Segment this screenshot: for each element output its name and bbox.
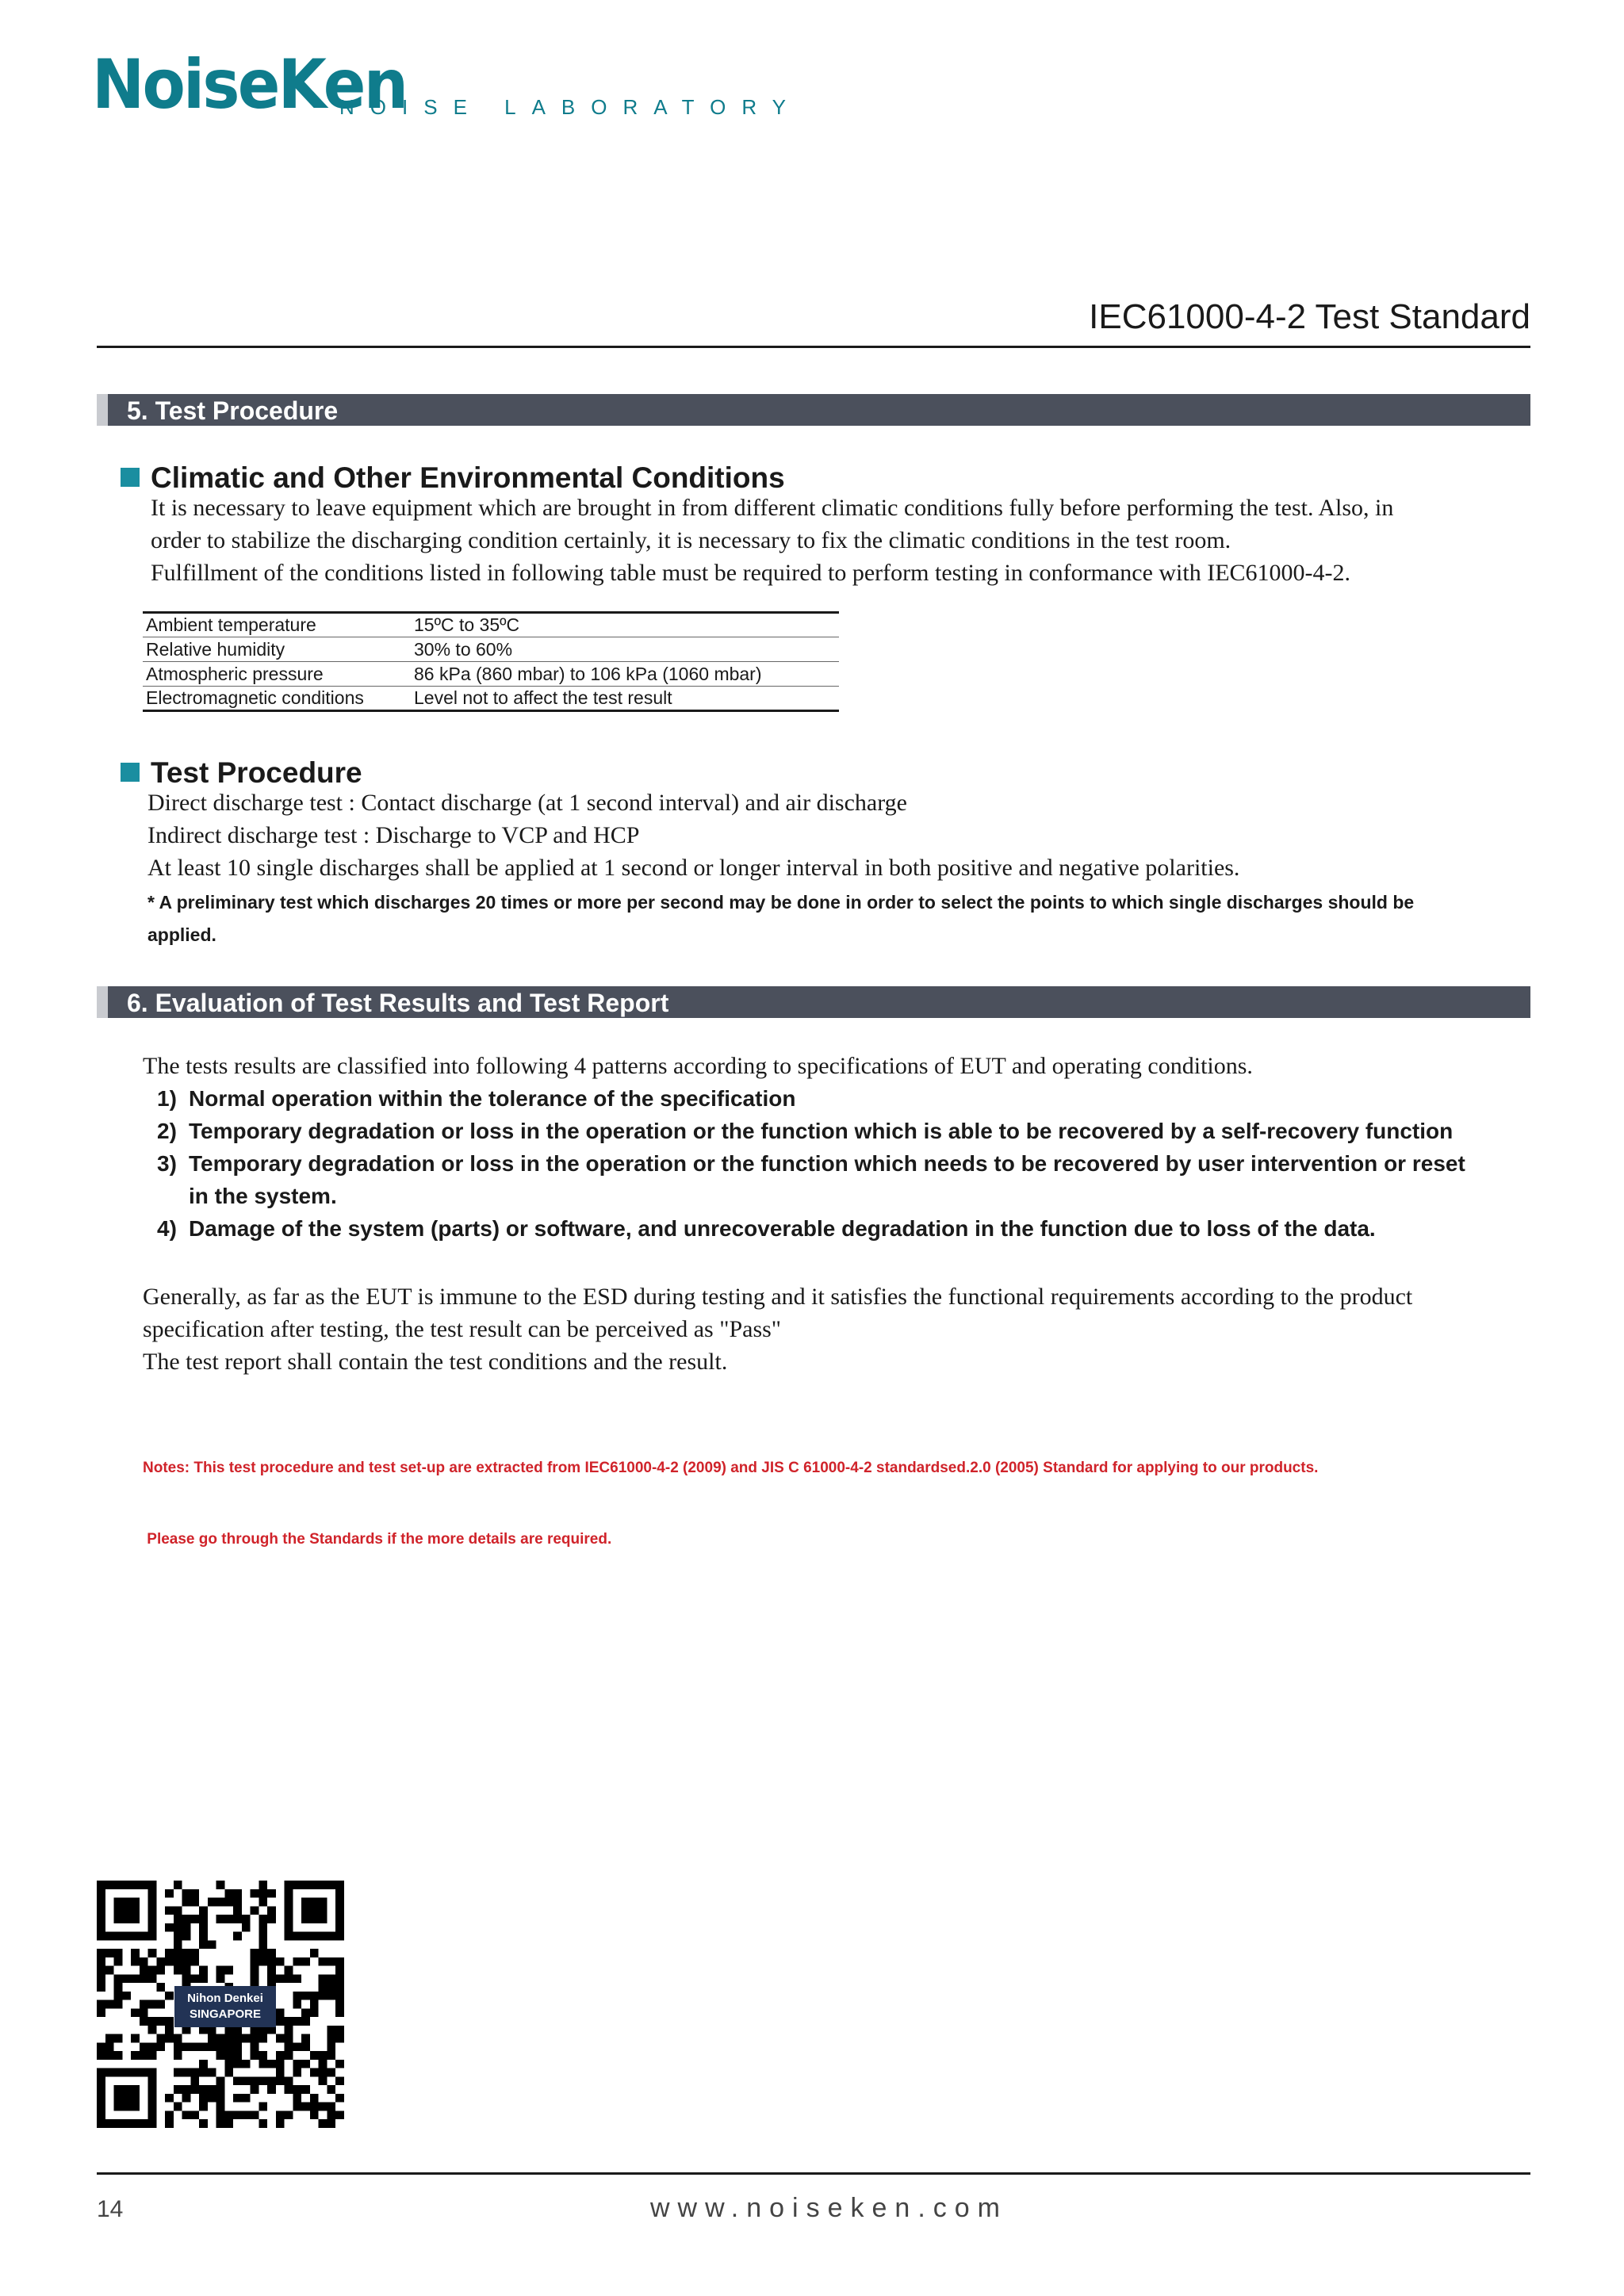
condition-value: 86 kPa (860 mbar) to 106 kPa (1060 mbar)	[411, 662, 839, 687]
condition-value: 30% to 60%	[411, 637, 839, 662]
footnote-line-1: * A preliminary test which discharges 20 times or more per second may be done in order to select the points to which single discharges should be	[147, 892, 1415, 913]
section-6-header	[97, 986, 1530, 1018]
list-number: 3)	[157, 1151, 177, 1176]
document-title: IEC61000-4-2 Test Standard	[1089, 297, 1530, 336]
list-item	[157, 1212, 1521, 1245]
condition-label: Ambient temperature	[143, 613, 411, 637]
section-5-header	[97, 394, 1530, 426]
procedure-line-3: At least 10 single discharges shall be applied at 1 second or longer interval in both positive and negative polarities.	[147, 855, 1240, 881]
conclusion-line-1: Generally, as far as the EUT is immune to the ESD during testing and it satisfies the functional requirements according to the product	[143, 1284, 1413, 1310]
list-text: Temporary degradation or loss in the operation or the function which needs to be recovered by user intervention or reset	[189, 1151, 1465, 1176]
table-row	[143, 687, 839, 711]
list-number: 4)	[157, 1216, 177, 1241]
website-link[interactable]: www.noiseken.com	[650, 2193, 1009, 2223]
conclusion-line-2: specification after testing, the test result can be perceived as "Pass"	[143, 1316, 782, 1342]
condition-value: 15ºC to 35ºC	[411, 613, 839, 637]
condition-label: Atmospheric pressure	[143, 662, 411, 687]
climatic-line-1: It is necessary to leave equipment which are brought in from different climatic conditions fully before performing the test. Also, in	[151, 495, 1394, 521]
procedure-line-2: Indirect discharge test : Discharge to VCP and HCP	[147, 822, 640, 848]
standards-note	[143, 1409, 1318, 1575]
evaluation-conclusion	[143, 1280, 1412, 1378]
list-text: Damage of the system (parts) or software, and unrecoverable degradation in the function due to loss of the data.	[189, 1216, 1376, 1241]
procedure-heading-text: Test Procedure	[151, 756, 362, 789]
procedure-footnote	[147, 886, 1414, 951]
climatic-paragraph	[151, 492, 1393, 589]
section-tab-marker	[97, 394, 108, 426]
qr-badge-line-1: Nihon Denkei	[187, 1992, 263, 2005]
procedure-paragraph	[147, 786, 1239, 884]
page-number: 14	[97, 2196, 124, 2222]
condition-value: Level not to affect the test result	[411, 687, 839, 711]
footnote-line-2: applied.	[147, 924, 216, 945]
climatic-line-3: Fulfillment of the conditions listed in following table must be required to perform testing in conformance with IEC61000-4-2.	[151, 560, 1351, 586]
list-item	[157, 1115, 1521, 1147]
logo-subtitle: NOISE LABORATORY	[339, 95, 802, 119]
footer-divider	[97, 2172, 1530, 2175]
list-number: 1)	[157, 1086, 177, 1111]
list-text: Normal operation within the tolerance of the specification	[189, 1086, 796, 1111]
section-tab-marker	[97, 986, 108, 1018]
climatic-line-2: order to stabilize the discharging condition certainly, it is necessary to fix the climatic conditions in the test room.	[151, 527, 1231, 553]
noiseken-logo: NoiseKen	[92, 45, 407, 124]
list-item	[157, 1082, 1521, 1115]
climatic-heading-text: Climatic and Other Environmental Conditions	[151, 461, 785, 494]
square-bullet-icon	[121, 468, 140, 487]
section-5-title: 5. Test Procedure	[127, 396, 339, 425]
condition-label: Relative humidity	[143, 637, 411, 662]
title-divider	[97, 346, 1530, 348]
list-item	[157, 1147, 1521, 1212]
procedure-line-1: Direct discharge test : Contact discharge (at 1 second interval) and air discharge	[147, 790, 907, 816]
evaluation-intro: The tests results are classified into following 4 patterns according to specifications of EUT and operating conditions.	[143, 1053, 1253, 1079]
list-text: Temporary degradation or loss in the operation or the function which is able to be recovered by a self-recovery function	[189, 1119, 1454, 1143]
condition-label: Electromagnetic conditions	[143, 687, 411, 711]
table-row	[143, 662, 839, 687]
table-row	[143, 637, 839, 662]
list-text-continued: in the system.	[189, 1184, 337, 1208]
list-number: 2)	[157, 1119, 177, 1143]
note-line-1: Notes: This test procedure and test set-up are extracted from IEC61000-4-2 (2009) and JIS C 61000-4-2 standardsed.2.0 (2005) Standard for applying to our products.	[143, 1460, 1319, 1476]
climatic-conditions-table	[143, 611, 839, 712]
qr-badge	[174, 1986, 276, 2027]
note-line-2: Please go through the Standards if the more details are required.	[143, 1531, 612, 1548]
section-6-title: 6. Evaluation of Test Results and Test Report	[127, 989, 669, 1017]
qr-badge-line-2: SINGAPORE	[189, 2007, 261, 2021]
table-row	[143, 613, 839, 637]
square-bullet-icon	[121, 763, 140, 782]
conclusion-line-3: The test report shall contain the test conditions and the result.	[143, 1349, 728, 1375]
